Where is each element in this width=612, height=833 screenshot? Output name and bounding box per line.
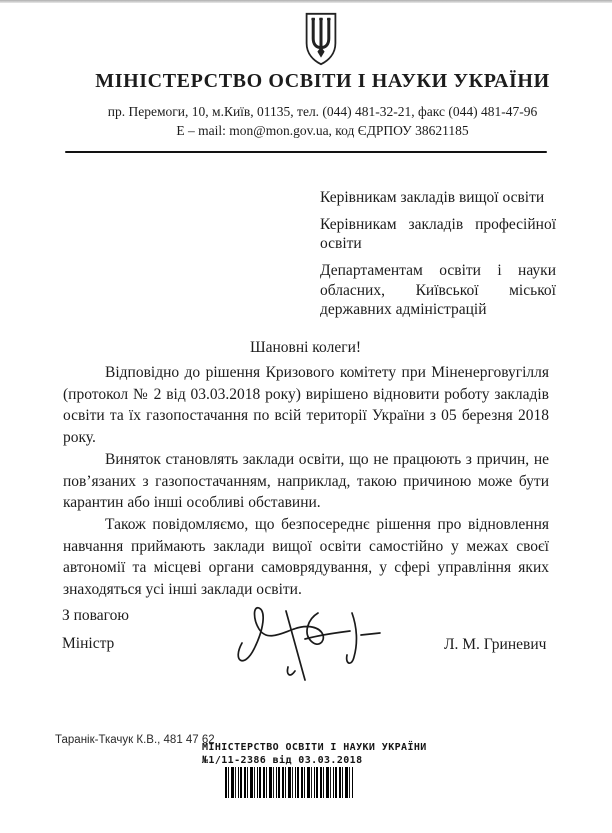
paragraph-2: Виняток становлять заклади освіти, що не працюють з причин, не пов’язаних з газопостачанням, наприклад, такою причиною може бути карантин або інші особливі обставини. xyxy=(63,450,549,512)
ukraine-trident-emblem-icon xyxy=(303,12,339,66)
header-contacts xyxy=(40,102,605,140)
stamp-ministry-line: МІНІСТЕРСТВО ОСВІТИ І НАУКИ УКРАЇНИ xyxy=(202,742,427,753)
signature-role: Міністр xyxy=(62,635,115,652)
ministry-title: МІНІСТЕРСТВО ОСВІТИ І НАУКИ УКРАЇНИ xyxy=(95,70,550,92)
signer-name: Л. М. Гриневич xyxy=(444,636,547,653)
recipient-departments: Департаментам освіти і науки обласних, Київської міської державних адміністрацій xyxy=(320,262,556,318)
email-line: Е – mail: mon@mon.gov.ua, код ЄДРПОУ 38621185 xyxy=(176,123,469,138)
stamp-number-date-line: №1/11-2386 від 03.03.2018 xyxy=(202,754,363,766)
signature-closing: З повагою xyxy=(62,607,129,624)
paragraph-3: Також повідомляємо, що безпосереднє рішення про відновлення навчання приймають заклади вищої освіти самостійно у межах своєї автономії та місцеві органи самоврядування, у сфері управління яких знаходяться усі інші заклади освіти. xyxy=(63,515,549,599)
address-line: пр. Перемоги, 10, м.Київ, 01135, тел. (044) 481-32-21, факс (044) 481-47-96 xyxy=(107,104,538,119)
handwritten-signature xyxy=(228,585,403,685)
registration-barcode xyxy=(225,767,353,798)
recipient-professional-education: Керівникам закладів професійної освіти xyxy=(320,216,556,252)
paragraph-1: Відповідно до рішення Кризового комітету при Міненерговугілля (протокол № 2 від 03.03.2018 року) вирішено відновити роботу закладів освіти та їх газопостачання по всій території України з 05 березня 2018 року. xyxy=(63,364,549,447)
executor-contact: Таранік-Ткачук К.В., 481 47 62 xyxy=(55,734,215,746)
header-divider xyxy=(65,151,547,153)
registration-stamp xyxy=(202,742,427,767)
scan-edge xyxy=(0,0,612,3)
recipients-block xyxy=(320,188,556,328)
letter-body xyxy=(63,362,549,601)
recipient-higher-education: Керівникам закладів вищої освіти xyxy=(320,189,545,206)
salutation: Шановні колеги! xyxy=(249,339,362,356)
